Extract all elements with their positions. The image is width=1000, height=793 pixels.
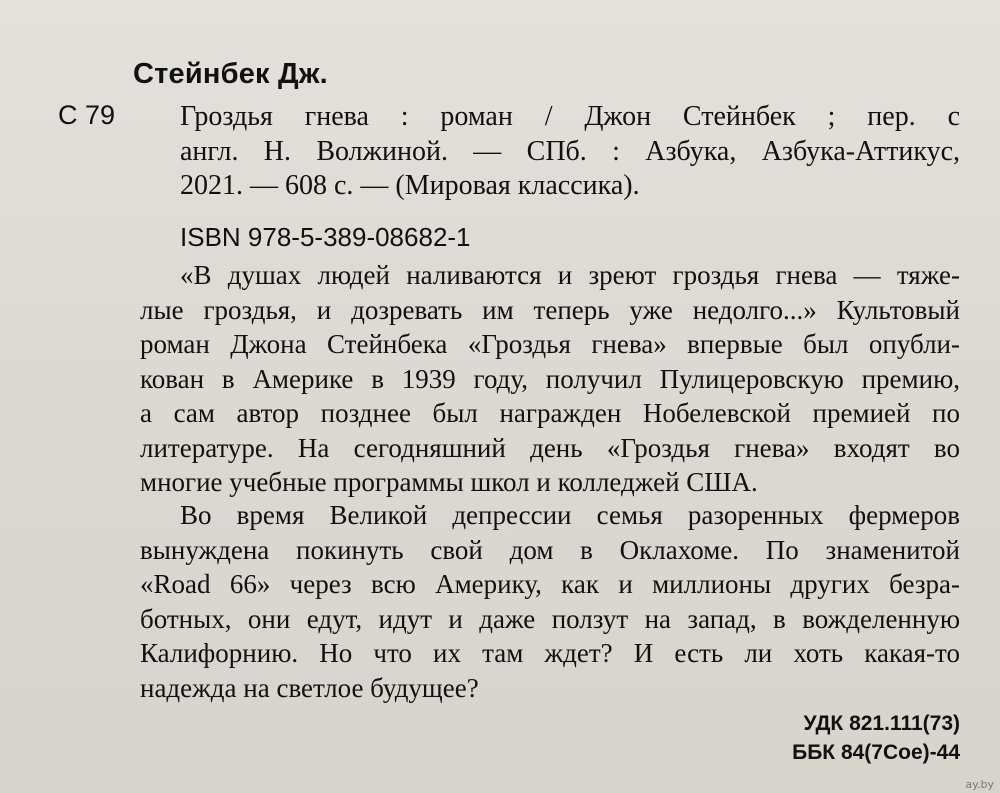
- catalog-code: С 79: [58, 100, 116, 130]
- watermark: ay.by: [965, 778, 994, 791]
- annotation-line: лые гроздья, и дозревать им теперь уже недолго...» Культовый: [140, 294, 960, 325]
- annotation-paragraph-2: [140, 498, 960, 705]
- annotation-line: а сам автор позднее был награжден Нобелевской премией по: [140, 398, 960, 428]
- annotation-line: многие учебные программы школ и колледжей США.: [140, 467, 758, 497]
- biblio-line: Гроздья гнева : роман / Джон Стейнбек ; пер. с: [180, 101, 960, 132]
- annotation-line: литературе. На сегодняшний день «Гроздья гнева» входят во: [140, 432, 960, 463]
- annotation-paragraph-1: [140, 258, 960, 500]
- bibliographic-record: [180, 100, 960, 204]
- bbk-code: ББК 84(7Сое)-44: [792, 741, 960, 764]
- annotation-line: «Road 66» через всю Америку, как и миллионы других безра-: [140, 569, 960, 599]
- udk-code: УДК 821.111(73): [803, 712, 960, 735]
- annotation-line: Во время Великой депрессии семья разоренных фермеров: [180, 500, 960, 530]
- annotation-line: кован в Америке в 1939 году, получил Пулицеровскую премию,: [140, 363, 960, 394]
- biblio-line: 2021. — 608 с. — (Мировая классика).: [180, 170, 640, 201]
- biblio-line: англ. Н. Волжиной. — СПб. : Азбука, Азбука-Аттикус,: [180, 135, 960, 167]
- annotation-line: «В душах людей наливаются и зреют гроздья гнева — тяже-: [180, 260, 960, 290]
- isbn: ISBN 978-5-389-08682-1: [180, 222, 471, 252]
- annotation-line: вынуждена покинуть свой дом в Оклахоме. По знаменитой: [140, 534, 960, 565]
- annotation-line: надежда на светлое будущее?: [140, 672, 479, 703]
- author-name: Стейнбек Дж.: [133, 58, 328, 90]
- annotation-line: ботных, они едут, идут и даже ползут на запад, в вожделенную: [140, 603, 960, 634]
- annotation-line: Калифорнию. Но что их там ждет? И есть ли хоть какая-то: [140, 638, 960, 668]
- annotation-line: роман Джона Стейнбека «Гроздья гнева» впервые был опубли-: [140, 329, 960, 359]
